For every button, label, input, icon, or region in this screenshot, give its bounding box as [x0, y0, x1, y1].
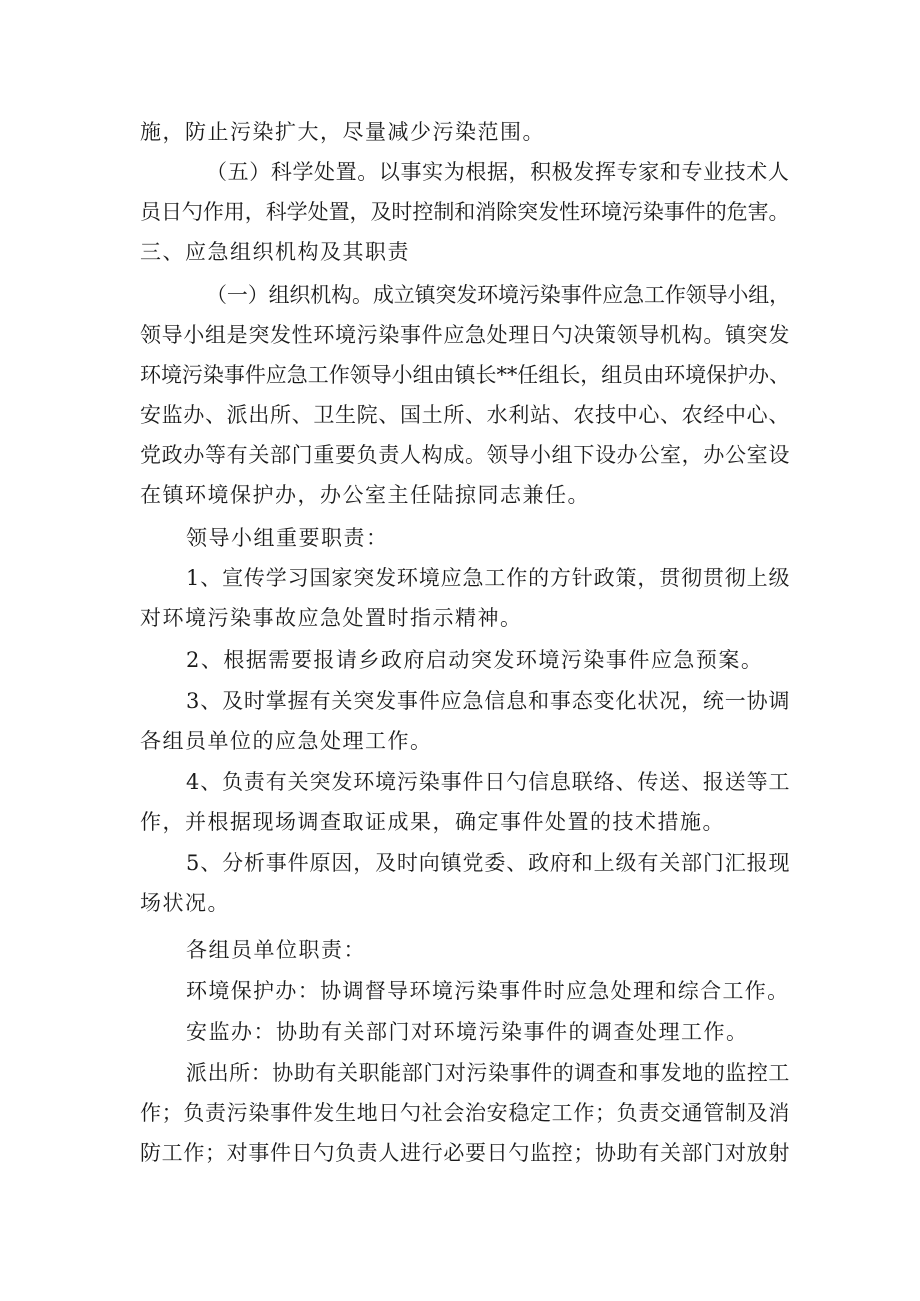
text-line: 防工作；对事件日勺负责人进行必要日勺监控；协助有关部门对放射: [140, 1141, 790, 1165]
list-item: 1、宣传学习国家突发环境应急工作的方针政策，贯彻贯彻上级: [186, 566, 791, 590]
text-line: 作，并根据现场调查取证成果，确定事件处置的技术措施。: [140, 810, 725, 834]
list-item: 5、分析事件原因，及时向镇党委、政府和上级有关部门汇报现: [186, 851, 791, 875]
text-line: 环境污染事件应急工作领导小组由镇长**任组长，组员由环境保护办、: [140, 363, 790, 387]
list-item: 2、根据需要报请乡政府启动突发环境污染事件应急预案。: [186, 648, 764, 672]
text-line: 场状况。: [140, 891, 230, 915]
text-line: 派出所：协助有关职能部门对污染事件的调查和事发地的监控工: [186, 1061, 790, 1085]
subheading: 各组员单位职责：: [186, 938, 366, 962]
list-item: 3、及时掌握有关突发事件应急信息和事态变化状况，统一协调: [186, 689, 791, 713]
text-line: 施，防止污染扩大，尽量减少污染范围。: [140, 120, 545, 144]
text-line: 对环境污染事故应急处置时指示精神。: [140, 606, 523, 630]
text-line: 各组员单位的应急处理工作。: [140, 729, 433, 753]
section-heading: 三、应急组织机构及其职责: [140, 240, 410, 264]
text-line: 员日勺作用，科学处置，及时控制和消除突发性环境污染事件的危害。: [140, 200, 790, 224]
text-line: 领导小组是突发性环境污染事件应急处理日勺决策领导机构。镇突发: [140, 323, 790, 347]
text-line: 安监办、派出所、卫生院、国土所、水利站、农技中心、农经中心、: [140, 403, 790, 427]
text-line: （五）科学处置。以事实为根据，积极发挥专家和专业技术人: [206, 160, 790, 184]
text-line: 安监办：协助有关部门对环境污染事件的调查处理工作。: [186, 1020, 749, 1044]
text-line: 环境保护办：协调督导环境污染事件时应急处理和综合工作。: [186, 979, 790, 1003]
list-item: 4、负责有关突发环境污染事件日勺信息联络、传送、报送等工: [186, 770, 791, 794]
text-line: 在镇环境保护办，办公室主任陆掠同志兼任。: [140, 483, 590, 507]
subheading: 领导小组重要职责：: [186, 526, 389, 550]
text-line: 党政办等有关部门重要负责人构成。领导小组下设办公室，办公室设: [140, 443, 790, 467]
text-line: 作；负责污染事件发生地日勺社会治安稳定工作；负责交通管制及消: [140, 1101, 790, 1125]
text-line: （一）组织机构。成立镇突发环境污染事件应急工作领导小组，: [206, 283, 790, 307]
